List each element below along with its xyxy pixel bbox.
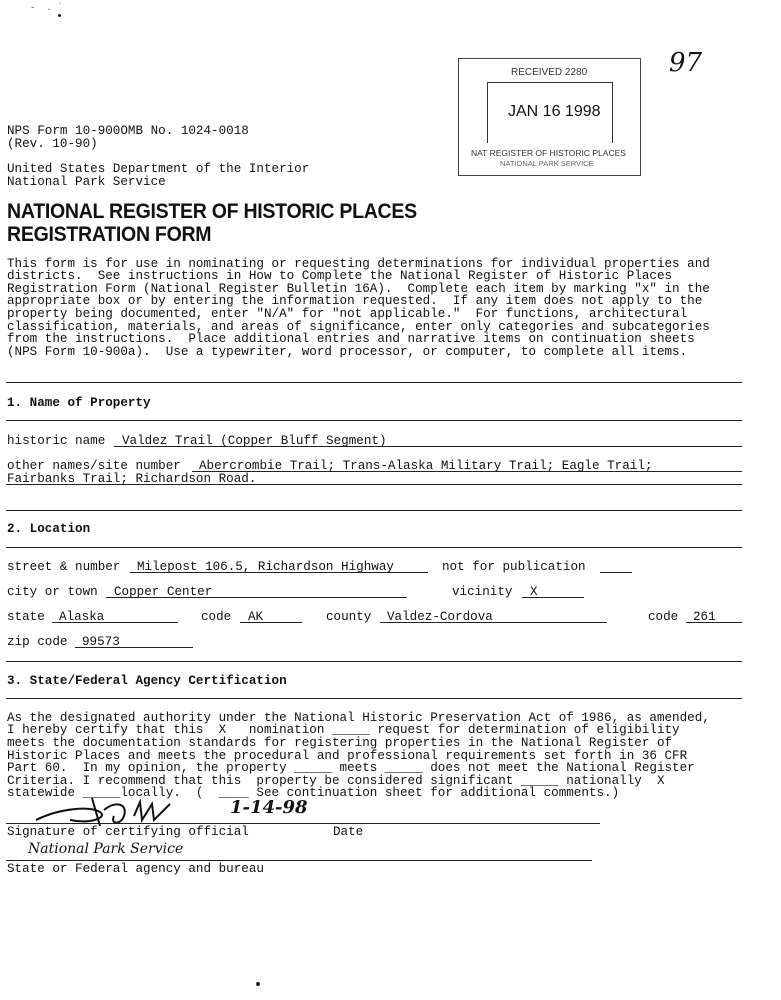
instructions-line: This form is for use in nominating or requesting determinations for individual properties and	[7, 257, 710, 271]
certification-line: Historic Places and meets the procedural and professional requirements set forth in 36 CFR	[7, 749, 688, 763]
other-names-field-continued[interactable]: Fairbanks Trail; Richardson Road.	[7, 472, 257, 486]
historic-name-label: historic name	[7, 434, 106, 448]
agency-name: National Park Service	[7, 175, 166, 189]
state-underline	[52, 622, 178, 623]
section-divider	[6, 547, 742, 548]
city-field[interactable]: Copper Center	[114, 585, 213, 599]
county-field[interactable]: Valdez-Cordova	[387, 610, 493, 624]
zip-label: zip code	[7, 635, 68, 649]
street-field[interactable]: Milepost 106.5, Richardson Highway	[137, 560, 394, 574]
historic-name-field[interactable]: Valdez Trail (Copper Bluff Segment)	[122, 434, 387, 448]
scan-speck: - . ˙	[30, 3, 63, 13]
street-label: street & number	[7, 560, 121, 574]
vicinity-label: vicinity	[452, 585, 513, 599]
form-title: NATIONAL REGISTER OF HISTORIC PLACES	[7, 200, 417, 223]
instructions-line: appropriate box or by entering the information requested. If any item does not apply to the	[7, 294, 703, 308]
not-for-publication-field[interactable]	[600, 572, 632, 573]
handwritten-number: 97	[669, 48, 703, 78]
other-names-field[interactable]: Abercrombie Trail; Trans-Alaska Military Trail; Eagle Trail;	[199, 459, 653, 473]
county-code-underline	[686, 622, 742, 623]
instructions-line: (NPS Form 10-900a). Use a typewriter, word processor, or computer, to complete all items.	[7, 345, 688, 359]
historic-name-underline	[114, 446, 742, 447]
form-revision: (Rev. 10-90)	[7, 137, 98, 151]
section-divider	[6, 661, 742, 662]
certification-line: Part 60. In my opinion, the property _____ meets _____ does not meet the National Register	[7, 761, 695, 775]
instructions-line: classification, materials, and areas of significance, enter only categories and subcategories	[7, 320, 710, 334]
street-underline	[130, 572, 428, 573]
state-code-underline	[240, 622, 302, 623]
vicinity-underline	[522, 597, 584, 598]
department-name: United States Department of the Interior	[7, 162, 310, 176]
county-label: county	[326, 610, 372, 624]
certification-line: As the designated authority under the National Historic Preservation Act of 1986, as amended,	[7, 711, 710, 725]
state-field[interactable]: Alaska	[59, 610, 105, 624]
city-label: city or town	[7, 585, 98, 599]
state-code-label: code	[201, 610, 232, 624]
stamp-service-text: NATIONAL PARK SERVICE	[500, 159, 594, 168]
not-for-publication-label: not for publication	[442, 560, 586, 574]
state-label: state	[7, 610, 45, 624]
instructions-line: Registration Form (National Register Bulletin 16A). Complete each item by marking "x" in the	[7, 282, 710, 296]
certification-line: statewide _____locally. ( ____ See continuation sheet for additional comments.)	[7, 786, 620, 800]
section-1-heading: 1. Name of Property	[7, 396, 151, 410]
section-divider	[6, 382, 742, 383]
section-3-heading: 3. State/Federal Agency Certification	[7, 674, 287, 688]
other-names-underline	[6, 484, 742, 485]
other-names-label: other names/site number	[7, 459, 181, 473]
stamp-received-text: RECEIVED 2280	[511, 67, 588, 78]
other-names-underline	[192, 471, 742, 472]
signature-line	[6, 823, 600, 824]
certification-line: meets the documentation standards for registering properties in the National Register of	[7, 736, 673, 750]
vicinity-field[interactable]: X	[530, 585, 538, 599]
agency-line	[6, 860, 592, 861]
stamp-register-text: NAT REGISTER OF HISTORIC PLACES	[471, 148, 626, 158]
stamp-date: JAN 16 1998	[508, 103, 601, 120]
certification-line: Criteria. I recommend that this property be considered significant _____ nationally X	[7, 774, 665, 788]
section-divider	[6, 420, 742, 421]
county-code-label: code	[648, 610, 679, 624]
city-underline	[106, 597, 407, 598]
section-divider	[6, 698, 742, 699]
section-2-heading: 2. Location	[7, 522, 91, 536]
date-label: Date	[333, 825, 364, 839]
form-subtitle: REGISTRATION FORM	[7, 223, 212, 246]
signature-label: Signature of certifying official	[7, 825, 249, 839]
scan-speck	[256, 982, 260, 986]
county-underline	[380, 622, 607, 623]
form-number: NPS Form 10-900OMB No. 1024-0018	[7, 124, 249, 138]
instructions-line: from the instructions. Place additional entries and narrative items on continuation sheets	[7, 332, 695, 346]
zip-underline	[75, 647, 193, 648]
zip-field[interactable]: 99573	[82, 635, 120, 649]
agency-label: State or Federal agency and bureau	[7, 862, 264, 876]
signature-date-value[interactable]: 1-14-98	[230, 797, 308, 818]
instructions-line: property being documented, enter "N/A" for "not applicable." For functions, architectural	[7, 307, 688, 321]
county-code-field[interactable]: 261	[693, 610, 716, 624]
state-code-field[interactable]: AK	[248, 610, 264, 624]
scan-speck	[58, 14, 61, 17]
certification-line: I hereby certify that this X nomination _____ request for determination of eligibility	[7, 723, 680, 737]
instructions-line: districts. See instructions in How to Complete the National Register of Historic Places	[7, 269, 673, 283]
section-divider	[6, 510, 742, 511]
agency-handwritten-field[interactable]: National Park Service	[28, 841, 184, 857]
